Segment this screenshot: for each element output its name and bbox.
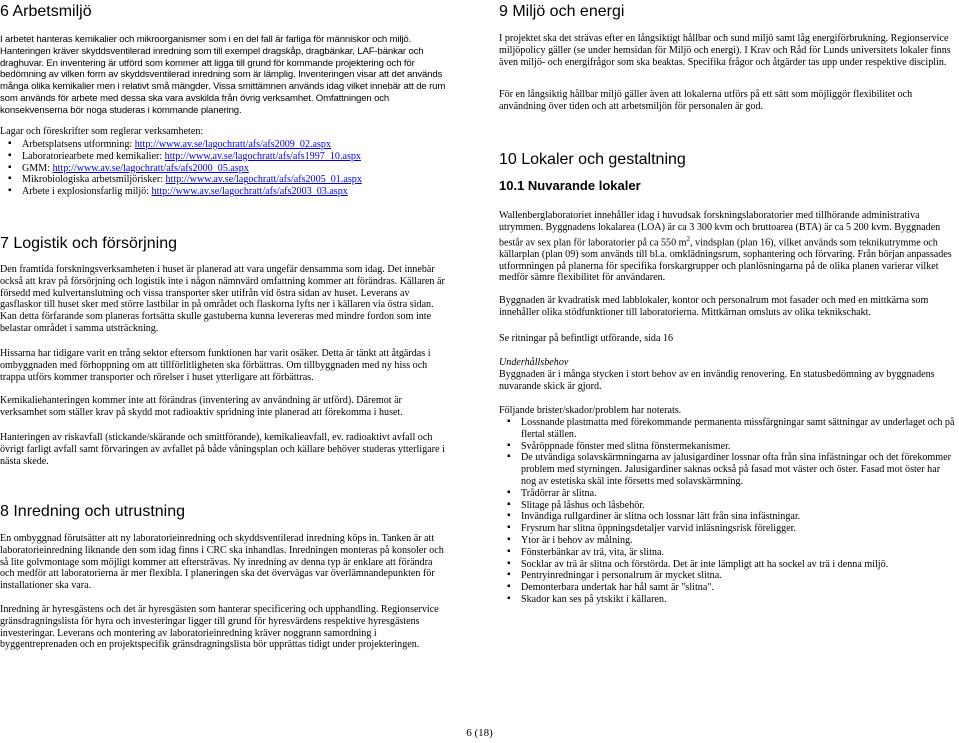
section-10-paragraph-1: Wallenberglaboratoriet innehåller idag i huvudsak forskningslaboratorier med tillhörande administrativa utrymmen. Byggnadens lokalarea (LOA) är ca 3 300 kvm och bruttoarea (BTA) är ca 5 200 kvm. Byggnaden består av sex plan för laboratorier på ca 550 $m^2$, vindsplan (plan 16), vilket används som teknikutrymme och källarplan (plan 09) som används till bl.a. omklädningsrum, sophantering och förvaring. Från början anpassades utformningen på planerna för specifika forskargrupper och planlösningarna på de olika planen varierar vilket medför sämre flexibilitet för användaren. <box>499 210 952 284</box>
list-item: ▪ Ytor är i behov av målning. <box>499 535 957 547</box>
regulation-link[interactable]: http://www.av.se/lagochratt/afs/afs2000_05.aspx <box>52 162 249 174</box>
section-7-paragraph-3: Kemikaliehanteringen kommer inte att förändras (inventering av användning är utförd). Däremot är verksamhet som ställer krav på skydd mot radioaktiv spridning inte planerad att förekomma i huset. <box>0 395 403 418</box>
list-item: ▪ Arbete i explosionsfarlig miljö: http://www.av.se/lagochratt/afs/afs2003_03.aspx <box>0 186 362 198</box>
regulations-intro: Lagar och föreskrifter som reglerar verksamheten: <box>0 126 204 137</box>
section-10-1-heading: 10.1 Nuvarande lokaler <box>499 178 641 193</box>
regulation-link[interactable]: http://www.av.se/lagochratt/afs/afs2003_03.aspx <box>151 186 348 198</box>
list-item: ▪ Skador kan ses på ytskikt i källaren. <box>499 594 957 606</box>
regulation-link[interactable]: http://www.av.se/lagochratt/afs/afs2005_01.aspx <box>165 174 362 186</box>
problems-list <box>499 417 957 606</box>
section-9-paragraph-1: I projektet ska det strävas efter en långsiktigt hållbar och sund miljö samt låg energiförbrukning. Regionservice miljöpolicy gäller (se under hemsidan för Miljö och energi). I Krav och Råd för Lunds universitets lokaler finns även miljö- och energifrågor som ska beaktas. Specifika frågor och åtgärder tas upp under respektive disciplin. <box>499 33 951 68</box>
section-7-paragraph-1: Den framtida forskningsverksamheten i huset är planerad att vara ungefär densamma som idag. Det innebär också att krav på försörjning och logistik inte i någon nämnvärd omfattning kommer att förändras. Källaren är försedd med kulvertanslutning och vissa transporter sker utifrån vid östra sidan av huset. Leverans av gasflaskor till huset sker med större lastbilar in på området och flaskorna lyfts ner i källaren via östra sidan. Kan detta förfarande som planeras fortsätta skulle gastuberna kunna levereras med mindre fordon som inte belastar området i samma utsträckning. <box>0 264 445 334</box>
section-8-heading: 8 Inredning och utrustning <box>0 503 186 520</box>
list-item: ▪ Slitage på låshus och låsbehör. <box>499 500 957 512</box>
section-10-heading: 10 Lokaler och gestaltning <box>499 151 686 168</box>
section-9-heading: 9 Miljö och energi <box>499 3 625 20</box>
drawings-reference: Se ritningar på befintligt utförande, sida 16 <box>499 333 674 344</box>
section-6-heading: 6 Arbetsmiljö <box>0 3 92 20</box>
list-item: ▪ Frysrum har slitna öppningsdetaljer varvid inläsningsrisk föreligger. <box>499 523 957 535</box>
list-item: ▪ Lossnande plastmatta med förekommande permanenta missfärgningar samt sättningar av underlaget och på flertal ställen. <box>499 417 957 441</box>
list-item: ▪ Socklar av trä är slitna och förstörda. Det är inte lämpligt att ha sockel av trä i denna miljö. <box>499 559 957 571</box>
list-item: ▪ Arbetsplatsens utformning: http://www.av.se/lagochratt/afs/afs2009_02.aspx <box>0 139 362 151</box>
list-item: ▪ Fönsterbänkar av trä, vita, är slitna. <box>499 547 957 559</box>
list-item: ▪ Demonterbara undertak har hål samt är "slitna". <box>499 582 957 594</box>
maintenance-paragraph: Byggnaden är i många stycken i stort behov av en invändig renovering. En statusbedömning av byggnadens nuvarande skick är gjord. <box>499 369 935 392</box>
list-item: ▪ GMM: http://www.av.se/lagochratt/afs/afs2000_05.aspx <box>0 163 362 175</box>
section-8-paragraph-2: Inredning är hyresgästens och det är hyresgästen som hanterar specificering och upphandling. Regionservice gränsdragningslista för hyra och investeringar ligger till grund för hyresvärdens respektive hyresgästens investeringar. Leverans och montering av laboratorieinredning kräver noggrann samordning i byggentreprenaden och en projektspecifik gränsdragningslista bör upprättas tidigt under projekteringen. <box>0 604 439 651</box>
regulation-link[interactable]: http://www.av.se/lagochratt/afs/afs1997_10.aspx <box>164 150 361 162</box>
problems-intro: Följande brister/skador/problem har noterats. <box>499 405 682 416</box>
section-9-paragraph-2: För en långsiktig hållbar miljö gäller även att lokalerna utförs på ett sätt som möjliggör flexibilitet och användning över tiden och att arbetsmiljön för personalen är god. <box>499 89 913 112</box>
list-item: ▪ Mikrobiologiska arbetsmiljörisker: http://www.av.se/lagochratt/afs/afs2005_01.aspx <box>0 174 362 186</box>
page-number: 6 (18) <box>466 727 493 739</box>
section-7-paragraph-4: Hanteringen av riskavfall (stickande/skärande och smittförande), kemikalieavfall, ev. radioaktivt avfall och övrigt farligt avfall samt förvaringen av avfallet på både våningsplan och källare behöver studeras ytterligare i nästa skede. <box>0 432 445 467</box>
regulation-link[interactable]: http://www.av.se/lagochratt/afs/afs2009_02.aspx <box>134 139 332 150</box>
list-item: ▪ Laboratoriearbete med kemikalier: http://www.av.se/lagochratt/afs/afs1997_10.aspx <box>0 151 362 163</box>
section-7-paragraph-2: Hissarna har tidigare varit en trång sektor eftersom funktionen har varit osäker. Detta är tänkt att åtgärdas i ombyggnaden med förhoppning om att tillförlitligheten ska förbättras. Om tillbyggnaden med ny hiss och trappa utförs kommer transporter och rörelser i huset ytterligare att förbättras. <box>0 348 431 383</box>
list-item: ▪ De utvändiga solavskärmningarna av jalusigardiner lossnar ofta från sina infästningar och det förekommer problem med styrningen. Jalusigardiner saknas också på fasad mot väster och öster. Fasad mot öster har nog av estetiska skäl inte försetts med solavskärmning. <box>499 452 957 487</box>
regulations-list <box>0 139 362 198</box>
list-item: ▪ Pentryinredningar i personalrum är mycket slitna. <box>499 570 957 582</box>
section-7-heading: 7 Logistik och försörjning <box>0 235 177 252</box>
section-8-paragraph-1: En ombyggnad förutsätter att ny laboratorieinredning och skyddsventilerad inredning köps in. Tanken är att laboratorieinredning liknande den som idag finns i CRC ska inhandlas. Inredningen monteras på konsoler och så lite golvmontage som möjligt kommer att eftersträvas. Ny inredning av denna typ är enklare att förändra och medför att laboratorierna är mer flexibla. I planeringen ska det övervägas var överlämnandepunkten för installationer ska vara. <box>0 533 444 592</box>
list-item: ▪ Svåröppnade fönster med slitna fönstermekanismer. <box>499 441 957 453</box>
list-item: ▪ Invändiga rullgardiner är slitna och lossnar lätt från sina infästningar. <box>499 511 957 523</box>
list-item: ▪ Trådörrar är slitna. <box>499 488 957 500</box>
maintenance-subheading: Underhållsbehov <box>499 357 569 368</box>
section-10-paragraph-2: Byggnaden är kvadratisk med labblokaler, kontor och personalrum mot fasader och med en mittkärna som innehåller olika stödfunktioner till laboratorierna. Mittkärnan omsluts av olika teknikschakt. <box>499 295 929 318</box>
section-6-paragraph: I arbetet hanteras kemikalier och mikroorganismer som i en del fall är farliga för människor och miljö. Hanteringen kräver skyddsventilerad inredning som till exempel dragskåp, dragbänkar, LAF-bänkar och draghuvar. En inventering är utförd som kommer att ligga till grund för kommande projektering och för bedömning av vilken form av skyddsventilerad inredning som är lämplig. Inventeringen visar att det används många olika kemikalier men i relativt små mängder. Vissa smittämnen används idag vilket innebär att de rum som används för arbete med dessa ska vara avskilda från övrig verksamhet. Omfattningen och konsekvenserna bör noga studeras i kommande planering. <box>0 34 446 116</box>
